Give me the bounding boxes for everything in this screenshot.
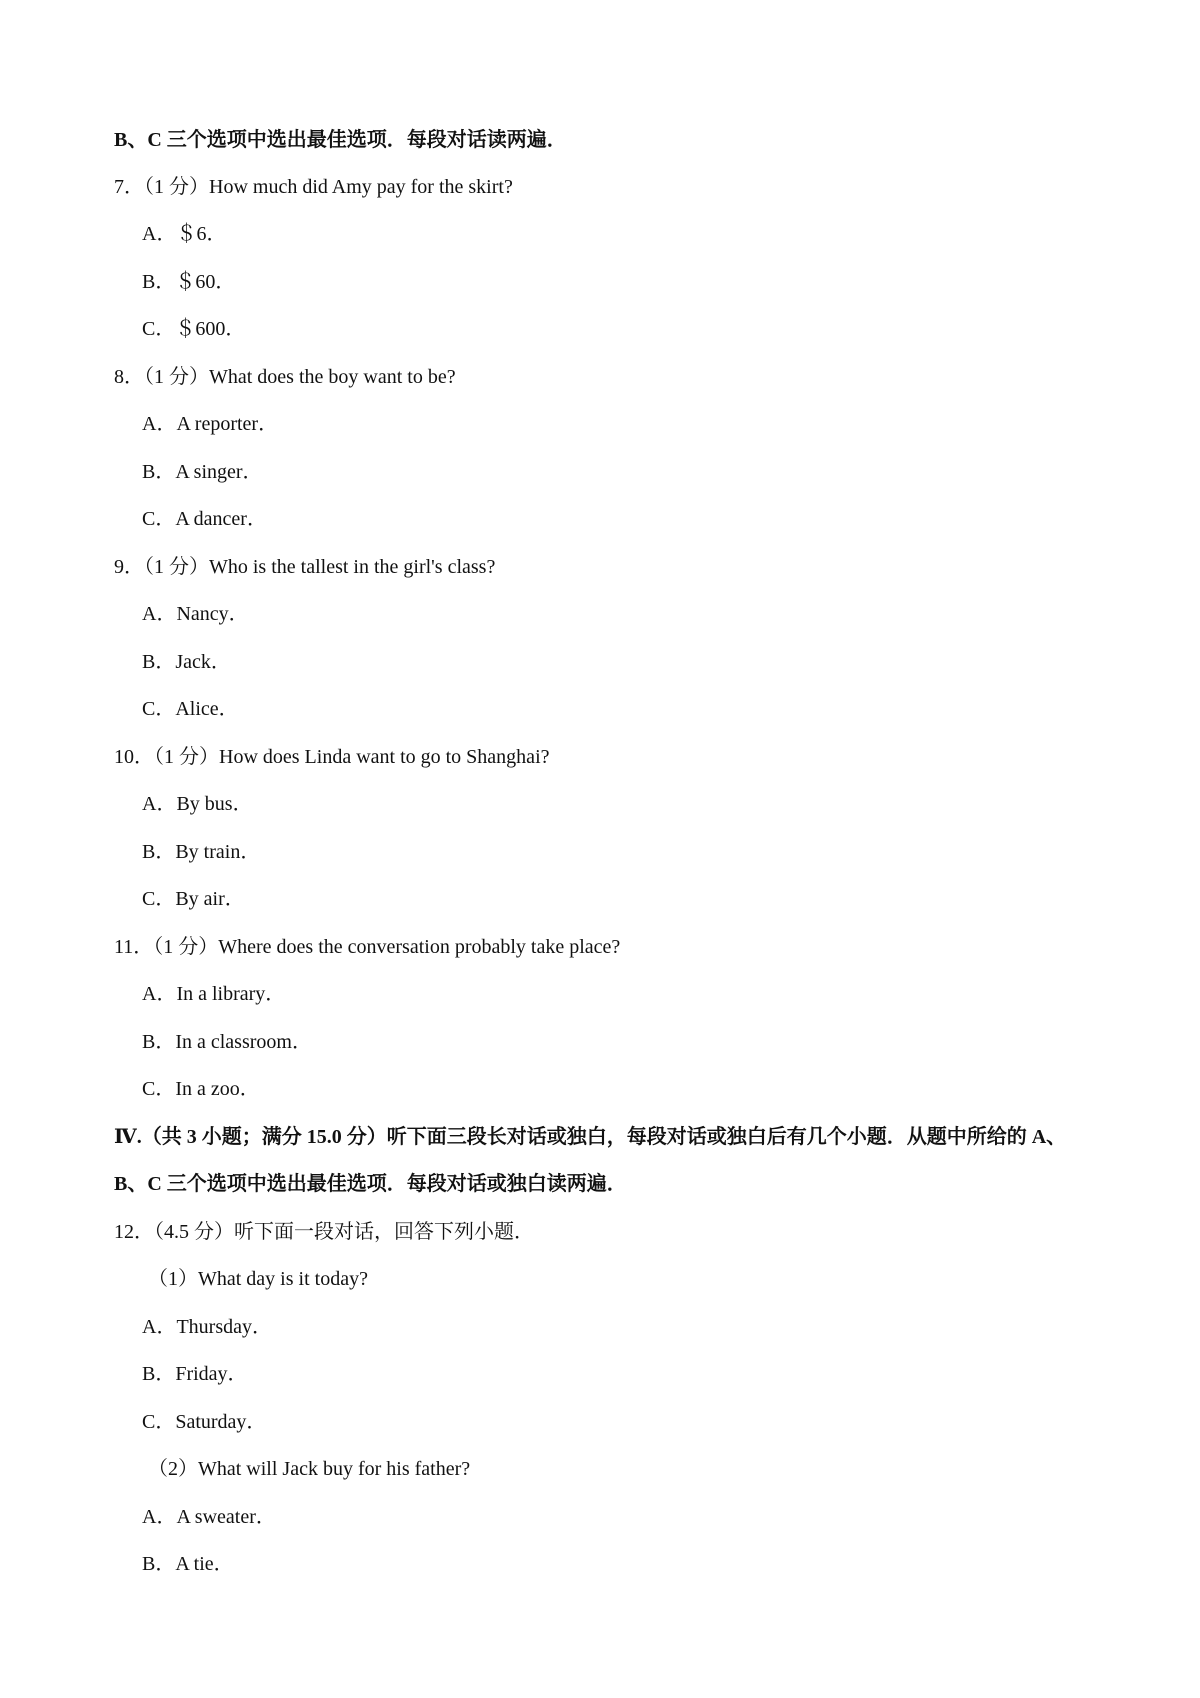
question-11-stem: 11．（1 分）Where does the conversation probably take place? — [114, 936, 621, 958]
question-7-option-a: A．＄6． — [142, 223, 227, 245]
question-8-stem: 8．（1 分）What does the boy want to be? — [114, 366, 456, 388]
question-12-sub1-option-c: C．Saturday． — [142, 1411, 267, 1433]
question-7-option-c: C．＄600． — [142, 318, 246, 340]
question-10-option-b: B．By train． — [142, 841, 261, 863]
question-9-stem: 9．（1 分）Who is the tallest in the girl's class? — [114, 556, 496, 578]
question-12-sub2-option-b: B．A tie． — [142, 1553, 234, 1575]
question-7-stem: 7．（1 分）How much did Amy pay for the skirt? — [114, 176, 513, 198]
question-12-stem: 12．（4.5 分）听下面一段对话，回答下列小题． — [114, 1221, 534, 1243]
question-8-option-b: B．A singer． — [142, 461, 263, 483]
question-11-option-b: B．In a classroom． — [142, 1031, 312, 1053]
section4-heading-line2: B、C 三个选项中选出最佳选项．每段对话或独白读两遍． — [114, 1173, 627, 1195]
question-12-sub1-option-b: B．Friday． — [142, 1363, 248, 1385]
question-11-option-a: A．In a library． — [142, 983, 286, 1005]
question-10-option-c: C．By air． — [142, 888, 245, 910]
question-8-option-a: A．A reporter． — [142, 413, 279, 435]
question-11-option-c: C．In a zoo． — [142, 1078, 260, 1100]
question-7-option-b: B．＄60． — [142, 271, 236, 293]
question-12-sub1-option-a: A．Thursday． — [142, 1316, 272, 1338]
question-9-option-a: A．Nancy． — [142, 603, 249, 625]
question-9-option-c: C．Alice． — [142, 698, 239, 720]
question-10-stem: 10．（1 分）How does Linda want to go to Shanghai? — [114, 746, 550, 768]
question-8-option-c: C．A dancer． — [142, 508, 267, 530]
section4-heading-line1: Ⅳ.（共 3 小题；满分 15.0 分）听下面三段长对话或独白，每段对话或独白后有几个小题．从题中所给的 A、 — [114, 1126, 1067, 1148]
section3-instruction-tail: B、C 三个选项中选出最佳选项．每段对话读两遍． — [114, 129, 567, 151]
question-12-sub2-stem: （2）What will Jack buy for his father? — [148, 1458, 471, 1480]
question-10-option-a: A．By bus． — [142, 793, 253, 815]
question-12-sub1-stem: （1）What day is it today? — [148, 1268, 368, 1290]
question-9-option-b: B．Jack． — [142, 651, 231, 673]
question-12-sub2-option-a: A．A sweater． — [142, 1506, 276, 1528]
